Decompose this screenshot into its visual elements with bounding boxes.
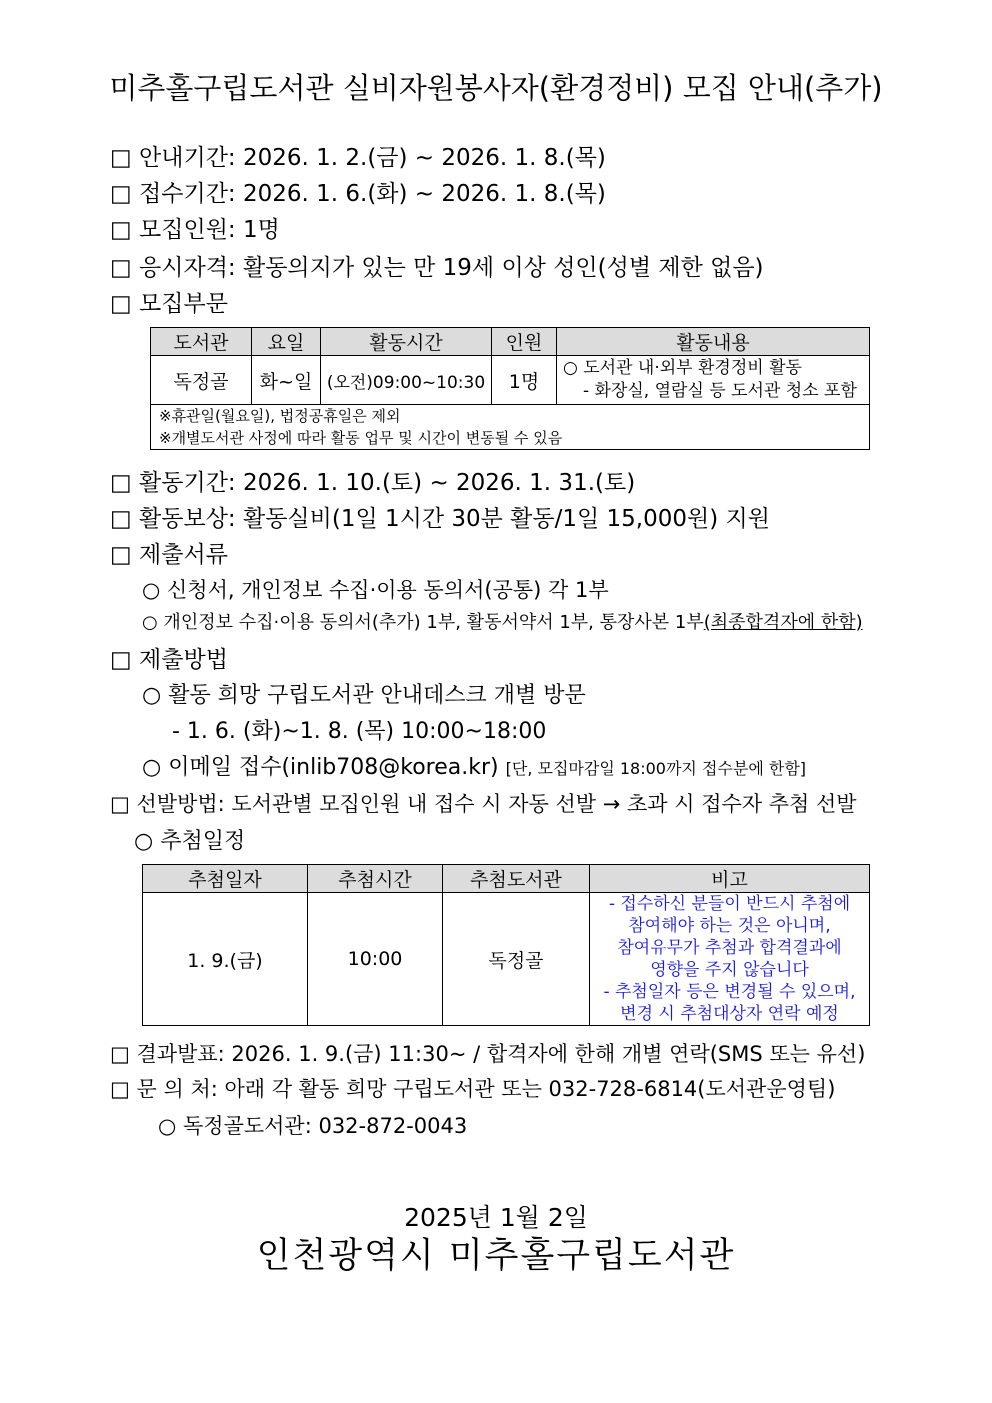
- table-cell: 독정골: [443, 893, 590, 1026]
- method-item: [142, 750, 806, 781]
- note-line: ※개별도서관 사정에 따라 활동 업무 및 시간이 변동될 수 있음: [159, 429, 563, 447]
- table-cell: 화~일: [252, 356, 321, 405]
- remark-line: 참여해야 하는 것은 아니며,: [628, 916, 831, 936]
- remark-line: - 추첨일자 등은 변경될 수 있으며,: [603, 982, 856, 1002]
- method-time: - 1. 6. (화)~1. 8. (목) 10:00~18:00: [172, 719, 547, 744]
- compensation: □ 활동보상: 활동실비(1일 1시간 30분 활동/1일 15,000원) 지원: [110, 506, 770, 532]
- method-heading: □ 제출방법: [110, 647, 228, 673]
- table-cell: 10:00: [308, 893, 443, 1026]
- page-title: 미추홀구립도서관 실비자원봉사자(환경정비) 모집 안내(추가): [109, 71, 883, 105]
- selection-method: □ 선발방법: 도서관별 모집인원 내 접수 시 자동 선발 → 초과 시 접수자 추첨 선발: [110, 792, 857, 816]
- note-line: ※휴관일(월요일), 법정공휴일은 제외: [159, 407, 401, 425]
- document-note: (최종합격자에 한함): [703, 612, 863, 633]
- table-header: 요일: [252, 328, 321, 356]
- table-header: 활동시간: [321, 328, 492, 356]
- table-header: 추첨일자: [143, 865, 308, 893]
- result-announcement: □ 결과발표: 2026. 1. 9.(금) 11:30~ / 합격자에 한해 개별 연락(SMS 또는 유선): [110, 1042, 866, 1066]
- activity-period: □ 활동기간: 2026. 1. 10.(토) ~ 2026. 1. 31.(토): [110, 470, 636, 496]
- method-email: ○ 이메일 접수(inlib708@korea.kr): [142, 755, 499, 780]
- inquiry-library: ○ 독정골도서관: 032-872-0043: [158, 1114, 468, 1138]
- document-item: ○ 신청서, 개인정보 수집·이용 동의서(공통) 각 1부: [142, 578, 609, 602]
- issue-date: 2025년 1월 2일: [404, 1203, 588, 1232]
- documents-heading: □ 제출서류: [110, 542, 228, 568]
- document-item: [142, 608, 863, 634]
- receipt-period: □ 접수기간: 2026. 1. 6.(화) ~ 2026. 1. 8.(목): [110, 181, 606, 207]
- table-header: 비고: [590, 865, 870, 893]
- content-line: ○ 도서관 내·외부 환경정비 활동: [563, 358, 802, 378]
- remark-cell: [590, 893, 870, 1026]
- remark-line: 영향을 주지 않습니다: [650, 960, 809, 980]
- table-cell: (오전)09:00~10:30: [321, 356, 492, 405]
- lottery-heading: ○ 추첨일정: [134, 829, 246, 854]
- document-text: ○ 개인정보 수집·이용 동의서(추가) 1부, 활동서약서 1부, 통장사본 1부: [142, 612, 704, 633]
- table-header: 인원: [492, 328, 557, 356]
- recruit-table: [150, 327, 870, 450]
- remark-line: 참여유무가 추첨과 합격결과에: [617, 938, 842, 958]
- table-header: 활동내용: [557, 328, 870, 356]
- recruit-section: □ 모집부문: [110, 291, 228, 317]
- remark-line: 변경 시 추첨대상자 연락 예정: [620, 1004, 839, 1024]
- qualification: □ 응시자격: 활동의지가 있는 만 19세 이상 성인(성별 제한 없음): [110, 255, 764, 281]
- organization-name: 인천광역시 미추홀구립도서관: [256, 1236, 736, 1276]
- info-period: □ 안내기간: 2026. 1. 2.(금) ~ 2026. 1. 8.(목): [110, 145, 606, 171]
- table-header: 추첨시간: [308, 865, 443, 893]
- method-note: [단, 모집마감일 18:00까지 접수분에 한함]: [505, 759, 807, 778]
- lottery-table: [142, 864, 870, 1026]
- table-cell: 1명: [492, 356, 557, 405]
- table-cell: 1. 9.(금): [143, 893, 308, 1026]
- content-line: - 화장실, 열람실 등 도서관 청소 포함: [583, 381, 857, 401]
- method-item: ○ 활동 희망 구립도서관 안내데스크 개별 방문: [142, 683, 586, 708]
- inquiry: □ 문 의 처: 아래 각 활동 희망 구립도서관 또는 032-728-6814(도서관운영팀): [110, 1077, 836, 1101]
- table-note: [151, 405, 870, 450]
- table-cell: 독정골: [151, 356, 252, 405]
- activity-content: [557, 356, 870, 405]
- remark-line: - 접수하신 분들이 반드시 추첨에: [608, 894, 851, 914]
- headcount: □ 모집인원: 1명: [110, 217, 280, 243]
- table-header: 도서관: [151, 328, 252, 356]
- table-header: 추첨도서관: [443, 865, 590, 893]
